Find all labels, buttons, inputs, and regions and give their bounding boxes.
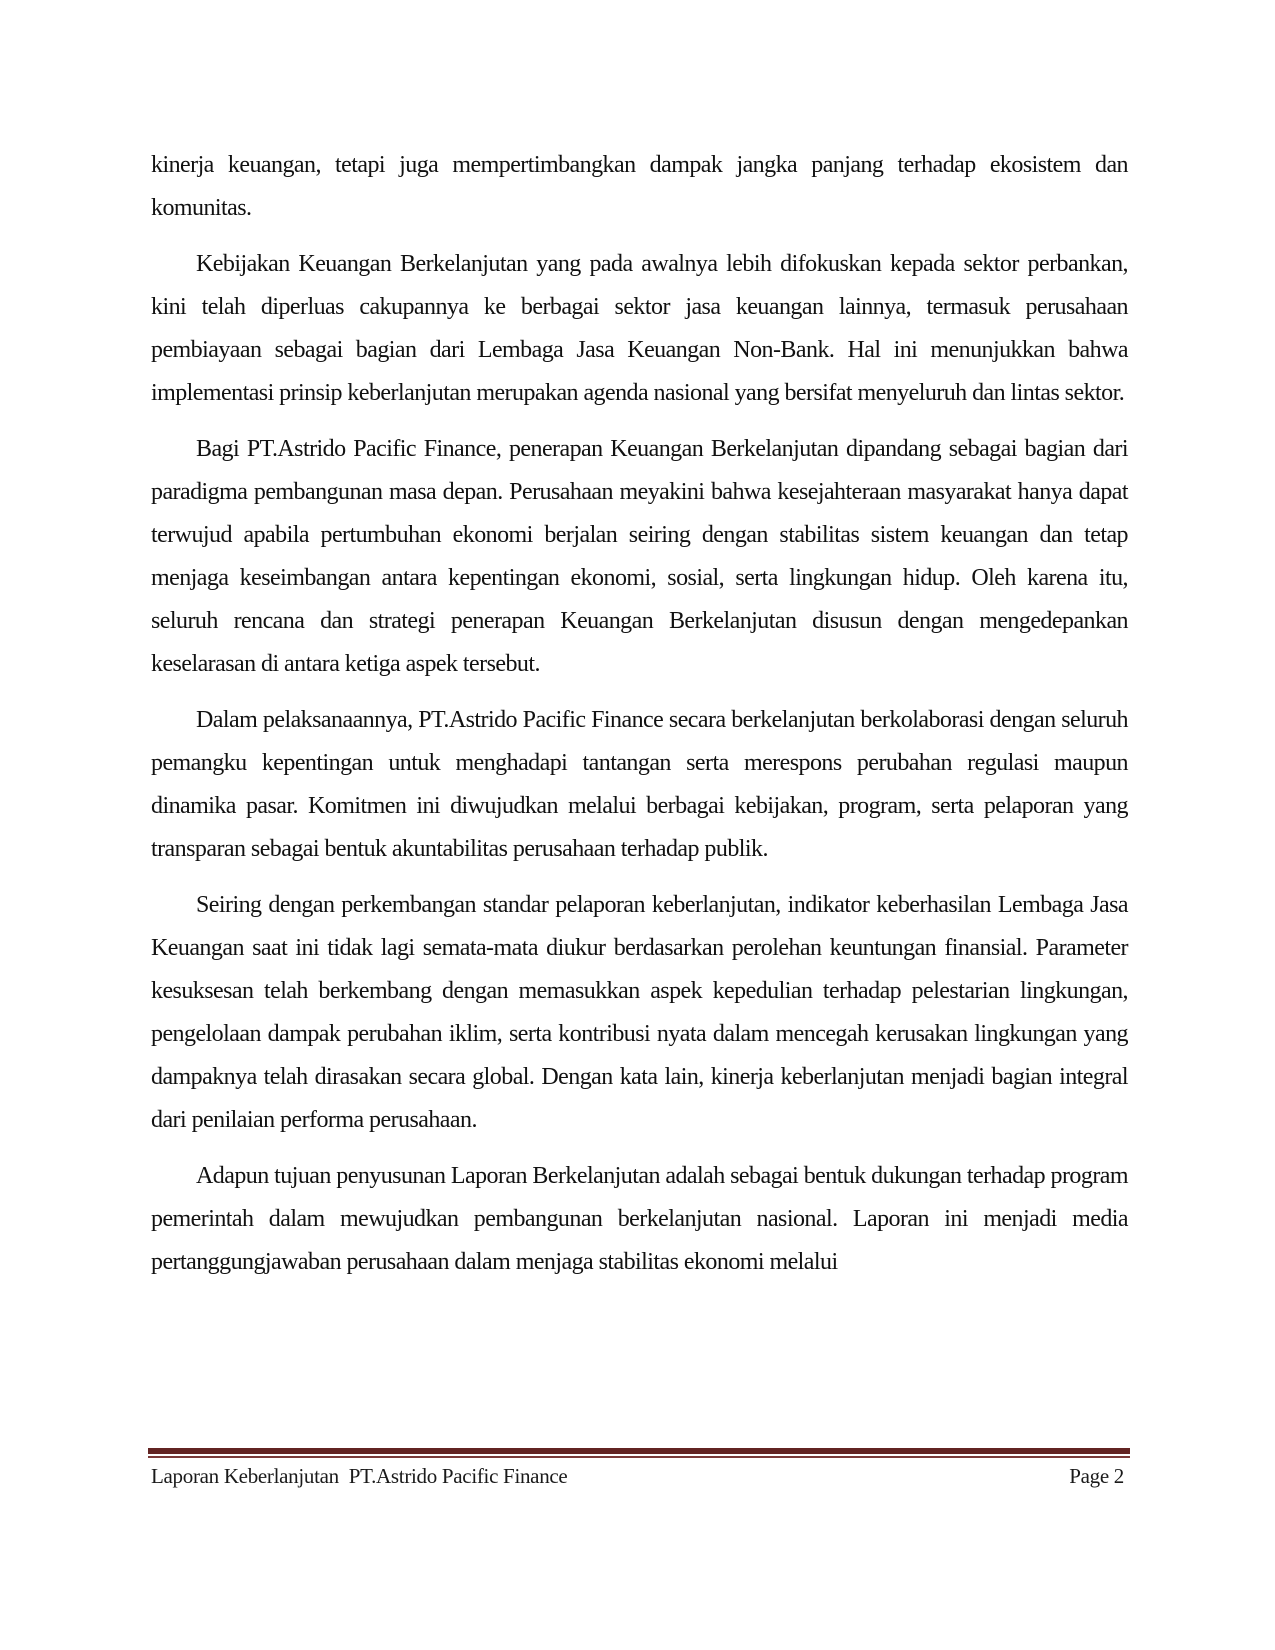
paragraph-1: kinerja keuangan, tetapi juga mempertimbangkan dampak jangka panjang terhadap ekosistem dan komunitas.: [151, 152, 1128, 221]
paragraph-4: Dalam pelaksanaannya, PT.Astrido Pacific Finance secara berkelanjutan berkolaborasi dengan seluruh pemangku kepentingan untuk menghadapi tantangan serta merespons perubahan regulasi maupun dinamika pasar. Komitmen ini diwujudkan melalui berbagai kebijakan, program, serta pelaporan yang transparan sebagai bentuk akuntabilitas perusahaan terhadap publik.: [151, 707, 1128, 862]
paragraph-5: Seiring dengan perkembangan standar pelaporan keberlanjutan, indikator keberhasilan Lembaga Jasa Keuangan saat ini tidak lagi semata-mata diukur berdasarkan perolehan keuntungan finansial. Parameter kesuksesan telah berkembang dengan memasukkan aspek kepedulian terhadap pelestarian lingkungan, pengelolaan dampak perubahan iklim, serta kontribusi nyata dalam mencegah kerusakan lingkungan yang dampaknya telah dirasakan secara global. Dengan kata lain, kinerja keberlanjutan menjadi bagian integral dari penilaian performa perusahaan.: [151, 892, 1128, 1133]
paragraph-6: Adapun tujuan penyusunan Laporan Berkelanjutan adalah sebagai bentuk dukungan terhadap program pemerintah dalam mewujudkan pembangunan berkelanjutan nasional. Laporan ini menjadi media pertanggungjawaban perusahaan dalam menjaga stabilitas ekonomi melalui: [151, 1163, 1128, 1275]
paragraph-3: Bagi PT.Astrido Pacific Finance, penerapan Keuangan Berkelanjutan dipandang sebagai bagian dari paradigma pembangunan masa depan. Perusahaan meyakini bahwa kesejahteraan masyarakat hanya dapat terwujud apabila pertumbuhan ekonomi berjalan seiring dengan stabilitas sistem keuangan dan tetap menjaga keseimbangan antara kepentingan ekonomi, sosial, serta lingkungan hidup. Oleh karena itu, seluruh rencana dan strategi penerapan Keuangan Berkelanjutan disusun dengan mengedepankan keselarasan di antara ketiga aspek tersebut.: [151, 436, 1128, 677]
footer-page-number: Page 2: [1069, 1464, 1124, 1488]
footer-document-title: Laporan Keberlanjutan PT.Astrido Pacific Finance: [151, 1464, 568, 1488]
paragraph-2: Kebijakan Keuangan Berkelanjutan yang pada awalnya lebih difokuskan kepada sektor perbankan, kini telah diperluas cakupannya ke berbagai sektor jasa keuangan lainnya, termasuk perusahaan pembiayaan sebagai bagian dari Lembaga Jasa Keuangan Non-Bank. Hal ini menunjukkan bahwa implementasi prinsip keberlanjutan merupakan agenda nasional yang bersifat menyeluruh dan lintas sektor.: [151, 251, 1128, 406]
document-body: [151, 144, 1128, 1297]
footer-rule-thin: [148, 1456, 1130, 1458]
footer-row: [148, 1464, 1130, 1489]
page-footer: [148, 1448, 1130, 1489]
